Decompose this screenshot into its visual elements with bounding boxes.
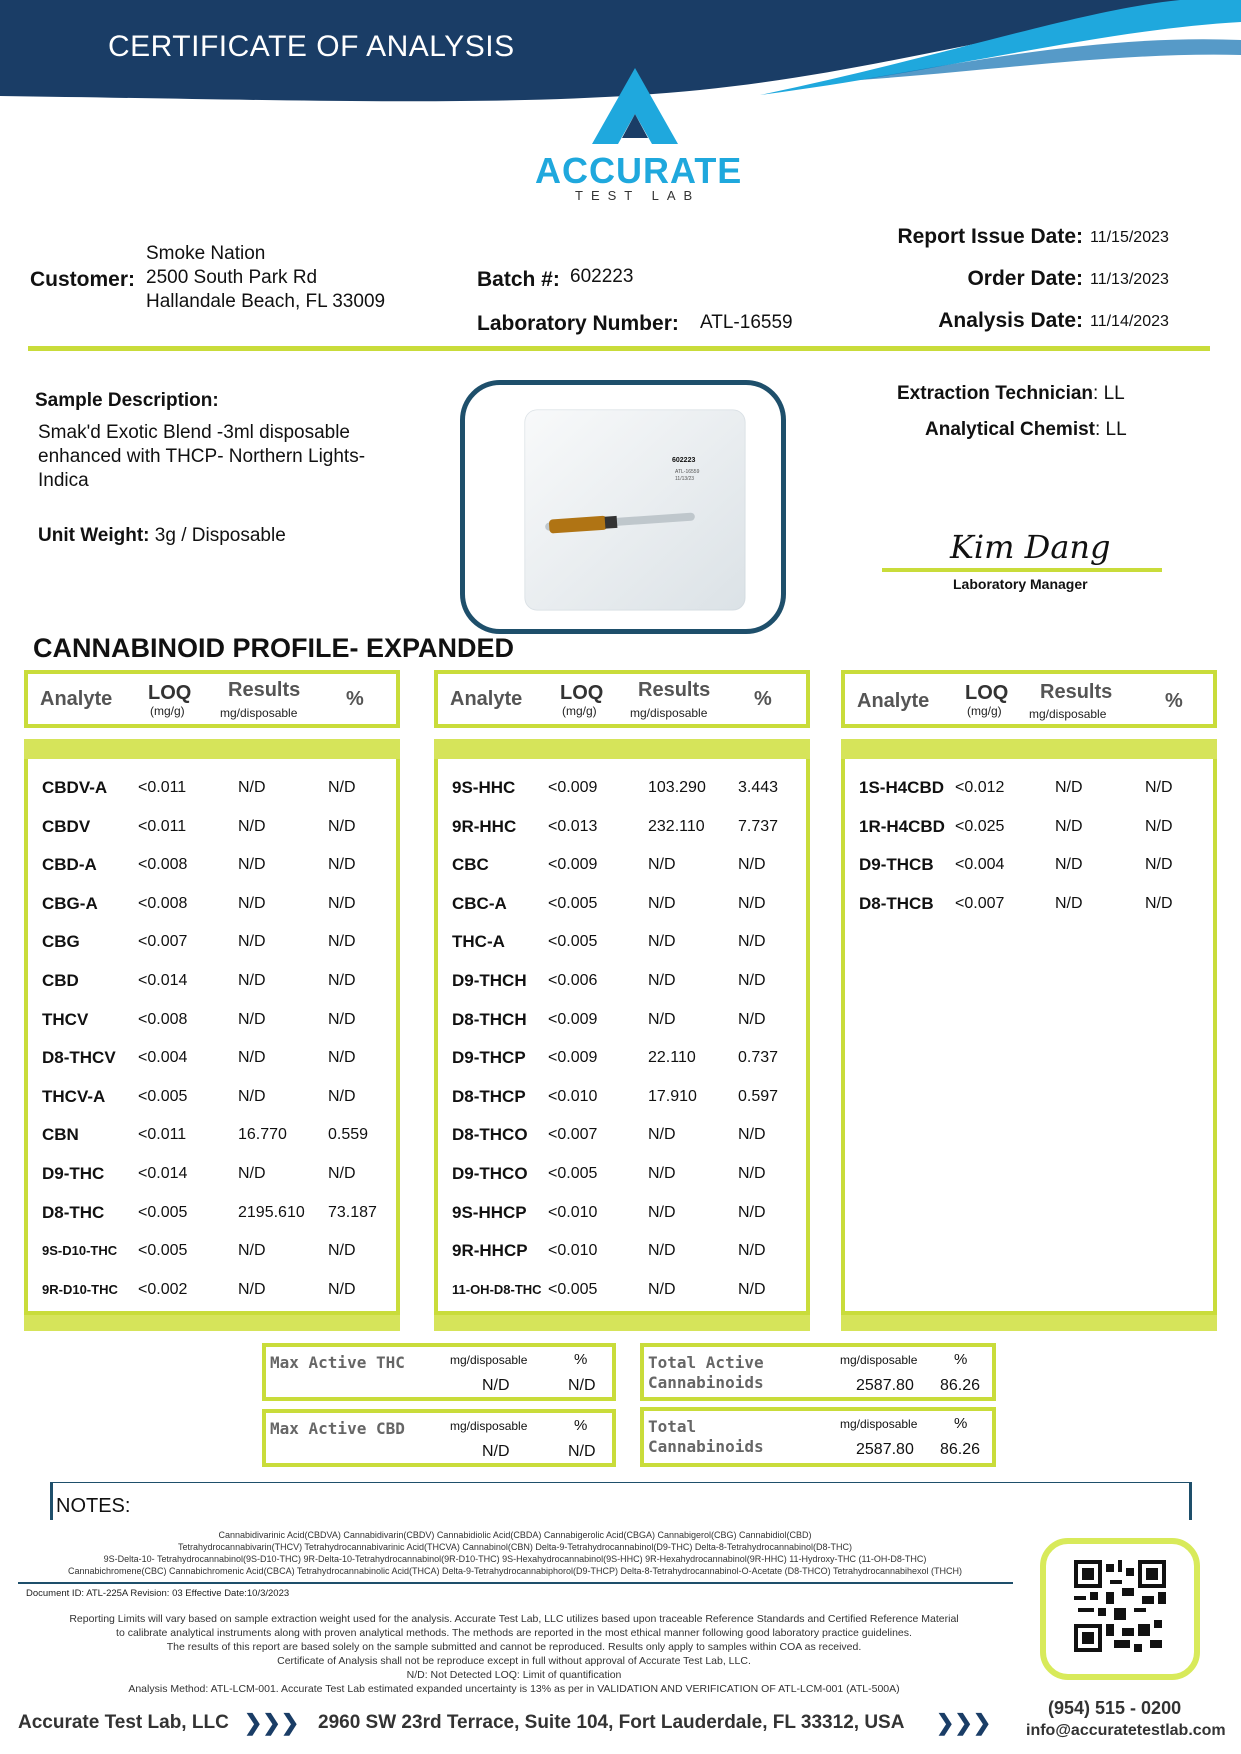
table-3-body <box>841 759 1217 1315</box>
percent-value: 0.559 <box>328 1126 369 1144</box>
fine-print-line1: Reporting Limits will vary based on sample extraction weight used for the analysis. Accurate Test Lab, LLC utilizes based upon traceable Reference Standards and Certified Reference Material <box>69 1613 959 1625</box>
table-row <box>845 769 1213 807</box>
max-active-cbd-unit-head: mg/disposable <box>450 1419 528 1433</box>
lab-number-value: ATL-16559 <box>700 312 793 333</box>
percent-value: N/D <box>328 933 356 951</box>
footer-arrows-icon: ❯❯❯ <box>936 1710 992 1735</box>
pct-header: % <box>346 688 364 710</box>
table-row <box>438 1271 806 1309</box>
analytical-chemist-label: Analytical Chemist <box>925 419 1095 440</box>
max-active-cbd-mg: N/D <box>482 1443 510 1460</box>
cannabinoid-table-1 <box>24 670 400 1331</box>
sample-description-label: Sample Description: <box>35 390 219 411</box>
abbreviations-line2: Tetrahydrocannabivarin(THCV) Tetrahydrocannabivarinic Acid(THCVA) Cannabinol(CBN) Delta-9-Tetrahydrocannabinol(D9-THC) Delta-8-Tetrahydrocannabinol(D8-THC) <box>178 1542 852 1552</box>
report-issue-date-label: Report Issue Date: <box>897 225 1083 248</box>
customer-name: Smoke Nation <box>146 243 266 264</box>
bag-label-date: 11/13/23 <box>675 476 695 482</box>
total-label-line1: Total <box>648 1417 697 1436</box>
loq-value: <0.009 <box>548 779 598 796</box>
report-issue-date: 11/15/2023 <box>1090 229 1169 246</box>
loq-value: <0.005 <box>548 894 598 912</box>
percent-value: N/D <box>328 972 356 989</box>
table-row <box>438 1116 806 1154</box>
result-value: 2195.610 <box>238 1203 305 1221</box>
result-value: N/D <box>238 1242 266 1260</box>
percent-value: N/D <box>738 1126 766 1144</box>
unit-weight-value: 3g / Disposable <box>154 525 286 546</box>
abbreviations-line3: 9S-Delta-10- Tetrahydrocannabinol(9S-D10-THC) 9R-Delta-10-Tetrahydrocannabinol(9R-D10-THC) 9S-Hexahydrocannabinol(9S-HHC) 9R-Hexahydrocannabinol(9R-HHC) 11-Hydroxy-THC (11-OH-D8-THC) <box>103 1554 927 1564</box>
percent-value: N/D <box>738 1242 766 1260</box>
total-active-cannabinoids-box <box>640 1343 996 1401</box>
analyte-name: D8-THCH <box>452 1009 527 1029</box>
analyte-name: D8-THC <box>42 1202 105 1222</box>
table-row <box>28 885 396 923</box>
result-value: N/D <box>1055 817 1083 835</box>
analyte-name: 9S-HHC <box>452 778 516 797</box>
percent-value: N/D <box>738 1165 766 1182</box>
sample-description-line1: Smak'd Exotic Blend -3ml disposable <box>38 422 350 443</box>
customer-label: Customer: <box>30 268 136 291</box>
total-pct: 86.26 <box>940 1441 981 1458</box>
table-1-band <box>24 739 400 759</box>
table-row <box>438 885 806 923</box>
loq-value: <0.005 <box>548 933 598 951</box>
extraction-technician-value: : LL <box>1093 383 1125 404</box>
total-mg: 2587.80 <box>856 1441 914 1458</box>
result-value: N/D <box>648 1010 676 1028</box>
result-value: N/D <box>238 1280 266 1298</box>
table-row <box>28 923 396 961</box>
analyte-header: Analyte <box>857 690 930 712</box>
unit-weight <box>38 525 286 547</box>
loq-value: <0.014 <box>138 972 188 989</box>
percent-value: N/D <box>1145 817 1173 835</box>
table-2-footer-band <box>434 1315 810 1331</box>
cannabinoid-table-2 <box>434 670 810 1331</box>
qr-code-icon <box>1074 1560 1166 1652</box>
result-value: 232.110 <box>648 817 705 835</box>
loq-value: <0.025 <box>955 817 1005 835</box>
total-active-pct-head: % <box>954 1351 968 1368</box>
loq-value: <0.004 <box>138 1049 188 1067</box>
table-row <box>28 1001 396 1039</box>
analyte-name: 9R-HHCP <box>452 1241 528 1261</box>
percent-value: N/D <box>1145 894 1173 912</box>
table-row <box>28 846 396 884</box>
analyte-name: 11-OH-D8-THC <box>452 1281 542 1297</box>
footer-email[interactable]: info@accuratetestlab.com <box>1026 1722 1226 1739</box>
lab-number-label: Laboratory Number: <box>477 312 679 335</box>
brand-subtitle: TEST LAB <box>575 188 701 203</box>
loq-value: <0.011 <box>138 817 187 835</box>
table-row <box>28 1232 396 1270</box>
footer-arrows-icon: ❯❯❯ <box>244 1710 300 1735</box>
result-value: N/D <box>648 1126 676 1144</box>
table-row <box>438 1232 806 1270</box>
results-header: Results <box>638 679 711 701</box>
percent-value: 73.187 <box>328 1203 377 1221</box>
result-value: N/D <box>238 894 266 912</box>
loq-value: <0.004 <box>955 856 1005 874</box>
loq-value: <0.007 <box>548 1126 598 1144</box>
total-active-label-line1: Total Active <box>648 1353 764 1372</box>
loq-value: <0.008 <box>138 856 188 874</box>
table-row <box>438 769 806 807</box>
percent-value: N/D <box>328 856 356 874</box>
percent-value: N/D <box>328 894 356 912</box>
analytical-chemist <box>925 419 1127 441</box>
order-date-label: Order Date: <box>967 267 1083 290</box>
extraction-technician-label: Extraction Technician <box>897 383 1094 404</box>
percent-value: N/D <box>1145 856 1173 874</box>
analyte-name: CBDV <box>42 816 91 836</box>
loq-value: <0.005 <box>138 1242 188 1260</box>
percent-value: N/D <box>1145 779 1173 796</box>
max-active-thc-label: Max Active THC <box>270 1353 405 1372</box>
analytical-chemist-value: : LL <box>1095 419 1127 440</box>
loq-value: <0.014 <box>138 1165 188 1182</box>
results-header: Results <box>228 679 301 701</box>
table-row <box>845 846 1213 884</box>
analyte-name: D8-THCV <box>42 1048 116 1068</box>
result-value: N/D <box>238 1049 266 1067</box>
unit-weight-label: Unit Weight: <box>38 525 150 546</box>
table-row <box>438 962 806 1000</box>
table-3-header <box>841 670 1217 728</box>
analyte-header: Analyte <box>40 688 113 710</box>
percent-value: N/D <box>738 1280 766 1298</box>
loq-unit: (mg/g) <box>562 704 597 718</box>
loq-value: <0.005 <box>548 1280 598 1298</box>
analyte-name: D9-THCP <box>452 1048 526 1068</box>
percent-value: N/D <box>738 894 766 912</box>
analyte-name: THCV <box>42 1009 89 1029</box>
percent-value: N/D <box>328 1280 356 1298</box>
table-row <box>28 1116 396 1154</box>
cannabinoid-table-3 <box>841 670 1217 1331</box>
result-value: 103.290 <box>648 779 706 796</box>
loq-value: <0.005 <box>548 1165 598 1182</box>
loq-value: <0.012 <box>955 779 1005 796</box>
loq-value: <0.006 <box>548 972 598 989</box>
table-2-body <box>434 759 810 1315</box>
analyte-name: CBC-A <box>452 893 507 913</box>
signature-line <box>882 568 1162 572</box>
table-row <box>438 808 806 846</box>
result-value: 22.110 <box>648 1049 696 1067</box>
total-cannabinoids-box <box>640 1407 996 1467</box>
brand-name: ACCURATE <box>535 150 743 191</box>
analyte-name: CBD <box>42 971 79 990</box>
loq-value: <0.009 <box>548 1010 598 1028</box>
result-value: N/D <box>238 817 266 835</box>
analyte-name: CBN <box>42 1125 79 1145</box>
table-1-body <box>24 759 400 1315</box>
max-active-cbd-label: Max Active CBD <box>270 1419 405 1438</box>
table-row <box>28 962 396 1000</box>
table-row <box>28 1194 396 1232</box>
result-value: N/D <box>238 1165 266 1182</box>
percent-value: N/D <box>738 972 766 989</box>
result-value: N/D <box>1055 856 1083 874</box>
analyte-name: 1S-H4CBD <box>859 778 945 797</box>
percent-value: N/D <box>328 1087 356 1105</box>
analyte-name: THCV-A <box>42 1086 106 1106</box>
analysis-date: 11/14/2023 <box>1090 313 1169 330</box>
batch-label: Batch #: <box>477 268 560 291</box>
analyte-name: CBG <box>42 932 80 952</box>
result-value: N/D <box>238 1010 266 1028</box>
loq-unit: (mg/g) <box>150 704 185 718</box>
loq-value: <0.011 <box>138 1126 187 1144</box>
percent-value: N/D <box>328 1049 356 1067</box>
loq-value: <0.013 <box>548 817 598 835</box>
table-row <box>845 808 1213 846</box>
total-active-mg: 2587.80 <box>856 1377 914 1394</box>
footer-phone[interactable]: (954) 515 - 0200 <box>1048 1698 1182 1718</box>
total-pct-head: % <box>954 1415 968 1432</box>
table-row <box>438 1001 806 1039</box>
loq-value: <0.002 <box>138 1280 188 1298</box>
result-value: N/D <box>238 856 266 874</box>
table-2-header <box>434 670 810 728</box>
result-value: N/D <box>648 1203 676 1221</box>
analyte-name: 9S-D10-THC <box>42 1243 118 1259</box>
analyte-name: D8-THCB <box>859 893 934 913</box>
total-active-pct: 86.26 <box>940 1377 981 1394</box>
percent-value: N/D <box>328 779 356 796</box>
table-row <box>438 1078 806 1116</box>
pct-header: % <box>1165 690 1183 712</box>
loq-value: <0.008 <box>138 894 188 912</box>
notes-label: NOTES: <box>56 1495 131 1517</box>
table-row <box>845 885 1213 923</box>
results-unit: mg/disposable <box>630 706 708 720</box>
loq-value: <0.008 <box>138 1010 188 1028</box>
loq-value: <0.010 <box>548 1203 598 1221</box>
table-2-band <box>434 739 810 759</box>
loq-value: <0.009 <box>548 856 598 874</box>
table-3-footer-band <box>841 1315 1217 1331</box>
analyte-name: 9S-HHCP <box>452 1202 527 1222</box>
customer-address-line1: 2500 South Park Rd <box>146 267 318 288</box>
max-active-thc-box <box>262 1343 616 1401</box>
percent-value: 0.737 <box>738 1049 779 1067</box>
qr-code-frame[interactable] <box>1040 1538 1200 1680</box>
percent-value: N/D <box>738 856 766 874</box>
analyte-name: D9-THC <box>42 1164 105 1183</box>
manager-title: Laboratory Manager <box>953 576 1088 592</box>
results-unit: mg/disposable <box>1029 707 1107 721</box>
table-1-header <box>24 670 400 728</box>
result-value: 17.910 <box>648 1087 697 1105</box>
percent-value: N/D <box>738 1203 766 1221</box>
table-row <box>438 923 806 961</box>
analyte-name: CBG-A <box>42 893 98 913</box>
total-label-line2: Cannabinoids <box>648 1437 764 1456</box>
max-active-thc-mg: N/D <box>482 1377 510 1394</box>
result-value: N/D <box>238 933 266 951</box>
loq-value: <0.005 <box>138 1203 188 1221</box>
bag-label-lab-number: ATL-16559 <box>675 469 700 475</box>
table-3-band <box>841 739 1217 759</box>
result-value: N/D <box>1055 894 1083 912</box>
max-active-thc-pct-head: % <box>574 1351 588 1368</box>
total-active-label-line2: Cannabinoids <box>648 1373 764 1392</box>
result-value: N/D <box>648 1242 676 1260</box>
table-row <box>438 1194 806 1232</box>
percent-value: N/D <box>738 1010 766 1028</box>
max-active-cbd-pct-head: % <box>574 1417 588 1434</box>
result-value: N/D <box>648 856 676 874</box>
table-row <box>438 1155 806 1193</box>
certificate-title: CERTIFICATE OF ANALYSIS <box>108 30 515 63</box>
percent-value: 3.443 <box>738 779 779 796</box>
header-divider <box>28 346 1210 351</box>
result-value: N/D <box>648 894 676 912</box>
result-value: N/D <box>648 1165 676 1182</box>
abbreviations <box>10 1529 1020 1577</box>
loq-value: <0.005 <box>138 1087 188 1105</box>
sample-photo <box>460 380 786 634</box>
analyte-name: D8-THCO <box>452 1125 528 1145</box>
result-value: 16.770 <box>238 1126 287 1144</box>
table-row <box>28 1155 396 1193</box>
table-1-footer-band <box>24 1315 400 1331</box>
loq-header: LOQ <box>560 682 604 704</box>
footer-company: Accurate Test Lab, LLC <box>18 1712 229 1733</box>
percent-value: N/D <box>328 1242 356 1260</box>
section-title: CANNABINOID PROFILE- EXPANDED <box>33 633 515 663</box>
total-active-cannabinoids-label <box>648 1353 764 1393</box>
table-row <box>28 1039 396 1077</box>
order-date: 11/13/2023 <box>1090 271 1169 288</box>
sample-bag-image <box>465 385 781 629</box>
percent-value: N/D <box>738 933 766 951</box>
analyte-name: D9-THCB <box>859 855 934 875</box>
result-value: N/D <box>648 972 676 989</box>
sample-description-line2: enhanced with THCP- Northern Lights- <box>38 446 366 467</box>
pct-header: % <box>754 688 772 710</box>
sample-description-line3: Indica <box>38 470 89 491</box>
result-value: N/D <box>648 1280 676 1298</box>
analyte-name: CBC <box>452 855 489 875</box>
table-row <box>28 1271 396 1309</box>
table-row <box>28 769 396 807</box>
customer-address-line2: Hallandale Beach, FL 33009 <box>146 291 386 312</box>
fine-print-line5: N/D: Not Detected LOQ: Limit of quantification <box>406 1669 622 1681</box>
result-value: N/D <box>238 972 266 989</box>
loq-value: <0.011 <box>138 779 187 796</box>
results-unit: mg/disposable <box>220 706 298 720</box>
result-value: N/D <box>648 933 676 951</box>
total-cannabinoids-label <box>648 1417 764 1457</box>
max-active-cbd-box <box>262 1409 616 1467</box>
result-value: N/D <box>1055 779 1083 796</box>
analyte-name: D8-THCP <box>452 1086 526 1106</box>
abbreviations-line1: Cannabidivarinic Acid(CBDVA) Cannabidivarin(CBDV) Cannabidiolic Acid(CBDA) Cannabigerolic Acid(CBGA) Cannabigerol(CBG) Cannabidiol(CBD) <box>218 1530 812 1540</box>
fine-print-line4: Certificate of Analysis shall not be reproduce except in full without approval of Accurate Test Lab, LLC. <box>277 1655 751 1667</box>
fine-print-line2: to calibrate analytical instruments along with proven analytical methods. The methods are reported in the most ethical manner following good laboratory practice guidelines. <box>116 1627 912 1639</box>
max-active-cbd-pct: N/D <box>568 1443 596 1460</box>
analyte-name: 9R-HHC <box>452 816 517 836</box>
analyte-name: 9R-D10-THC <box>42 1281 118 1297</box>
result-value: N/D <box>238 779 266 796</box>
loq-value: <0.007 <box>955 894 1005 912</box>
loq-header: LOQ <box>148 682 192 704</box>
loq-unit: (mg/g) <box>967 704 1002 718</box>
percent-value: 0.597 <box>738 1087 779 1105</box>
analysis-date-label: Analysis Date: <box>938 309 1083 332</box>
analyte-name: CBDV-A <box>42 778 108 797</box>
analyte-name: 1R-H4CBD <box>859 816 945 836</box>
table-row <box>28 1078 396 1116</box>
analyte-name: D9-THCH <box>452 971 527 990</box>
loq-value: <0.009 <box>548 1049 598 1067</box>
notes-box <box>50 1482 1192 1520</box>
loq-value: <0.007 <box>138 933 188 951</box>
max-active-thc-pct: N/D <box>568 1377 596 1394</box>
fine-print-line6: Analysis Method: ATL-LCM-001. Accurate Test Lab estimated expanded uncertainty is 13% as per in VALIDATION AND VERIFICATION OF ATL-LCM-001 (ATL-500A) <box>128 1683 900 1695</box>
loq-header: LOQ <box>965 682 1009 704</box>
percent-value: N/D <box>328 1010 356 1028</box>
loq-value: <0.010 <box>548 1087 598 1105</box>
batch-value: 602223 <box>570 266 634 287</box>
max-active-thc-unit-head: mg/disposable <box>450 1353 528 1367</box>
fine-print <box>14 1612 1014 1696</box>
result-value: N/D <box>238 1087 266 1105</box>
analyte-header: Analyte <box>450 688 523 710</box>
analyte-name: CBD-A <box>42 855 97 875</box>
bag-label: 602223 <box>672 457 696 464</box>
percent-value: N/D <box>328 817 356 835</box>
manager-signature: Kim Dang <box>950 528 1111 566</box>
results-header: Results <box>1040 681 1113 703</box>
analyte-name: THC-A <box>452 932 505 952</box>
table-row <box>438 846 806 884</box>
percent-value: 7.737 <box>738 817 779 835</box>
lab-logo-icon <box>590 66 680 146</box>
document-id: Document ID: ATL-225A Revision: 03 Effective Date:10/3/2023 <box>26 1588 290 1599</box>
loq-value: <0.010 <box>548 1242 598 1260</box>
notes-divider <box>18 1582 1013 1584</box>
footer-address: 2960 SW 23rd Terrace, Suite 104, Fort Lauderdale, FL 33312, USA <box>318 1712 905 1733</box>
abbreviations-line4: Cannabichromene(CBC) Cannabichromenic Acid(CBCA) Tetrahydrocannabinolic Acid(THCA) Delta-9-Tetrahydrocannabiphorol(D9-THCP) Delta-8-Tetrahydrocannabinol-O-Acetate (D8-THCO) Tetrahydrocannabihexol (THCH) <box>67 1566 963 1576</box>
analyte-name: D9-THCO <box>452 1164 528 1183</box>
percent-value: N/D <box>328 1165 356 1182</box>
total-active-unit-head: mg/disposable <box>840 1353 918 1367</box>
fine-print-line3: The results of this report are based solely on the sample submitted and cannot be reproduced. Results only apply to samples within COA as received. <box>166 1641 862 1653</box>
extraction-technician <box>897 383 1125 405</box>
table-row <box>438 1039 806 1077</box>
table-row <box>28 808 396 846</box>
total-unit-head: mg/disposable <box>840 1417 918 1431</box>
